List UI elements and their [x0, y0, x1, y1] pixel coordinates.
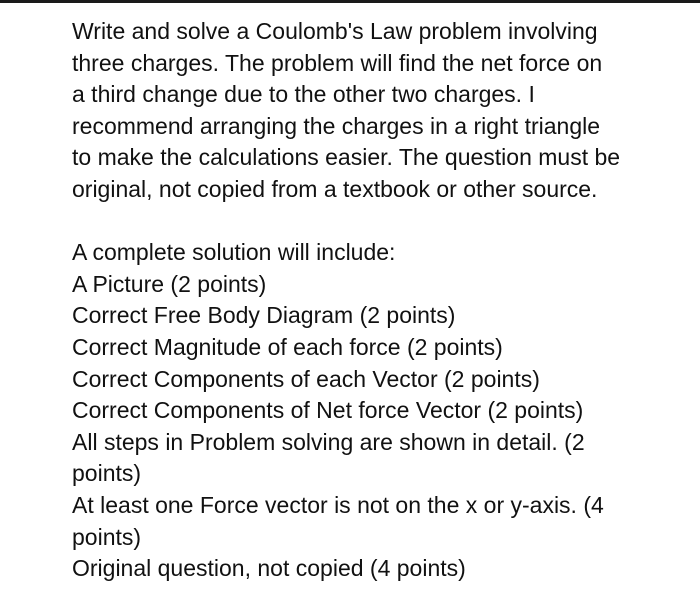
- prompt-line: Write and solve a Coulomb's Law problem involving: [72, 18, 598, 44]
- rubric-line: points): [72, 523, 142, 550]
- prompt-line: a third change due to the other two charges. I: [72, 81, 535, 108]
- prompt-line: to make the calculations easier. The question must be: [72, 144, 621, 171]
- rubric-line: Correct Magnitude of each force (2 points): [72, 333, 503, 360]
- rubric-line: At least one Force vector is not on the x or y-axis. (4: [72, 491, 604, 518]
- prompt-line: three charges. The problem will find the net force on: [72, 49, 603, 76]
- rubric-heading: A complete solution will include:: [72, 239, 396, 266]
- rubric-line: All steps in Problem solving are shown in detail. (2: [72, 428, 585, 455]
- assignment-text: [72, 16, 672, 585]
- prompt-line: original, not copied from a textbook or other source.: [72, 175, 598, 202]
- paragraph-gap: [72, 206, 672, 238]
- rubric-line: Correct Components of Net force Vector (2 points): [72, 397, 584, 424]
- rubric-line: Correct Free Body Diagram (2 points): [72, 302, 456, 329]
- prompt-line: recommend arranging the charges in a right triangle: [72, 112, 601, 139]
- rubric-line: points): [72, 460, 142, 487]
- rubric-line: Original question, not copied (4 points): [72, 555, 466, 582]
- rubric-line: A Picture (2 points): [72, 270, 267, 297]
- rubric-line: Correct Components of each Vector (2 points): [72, 365, 540, 392]
